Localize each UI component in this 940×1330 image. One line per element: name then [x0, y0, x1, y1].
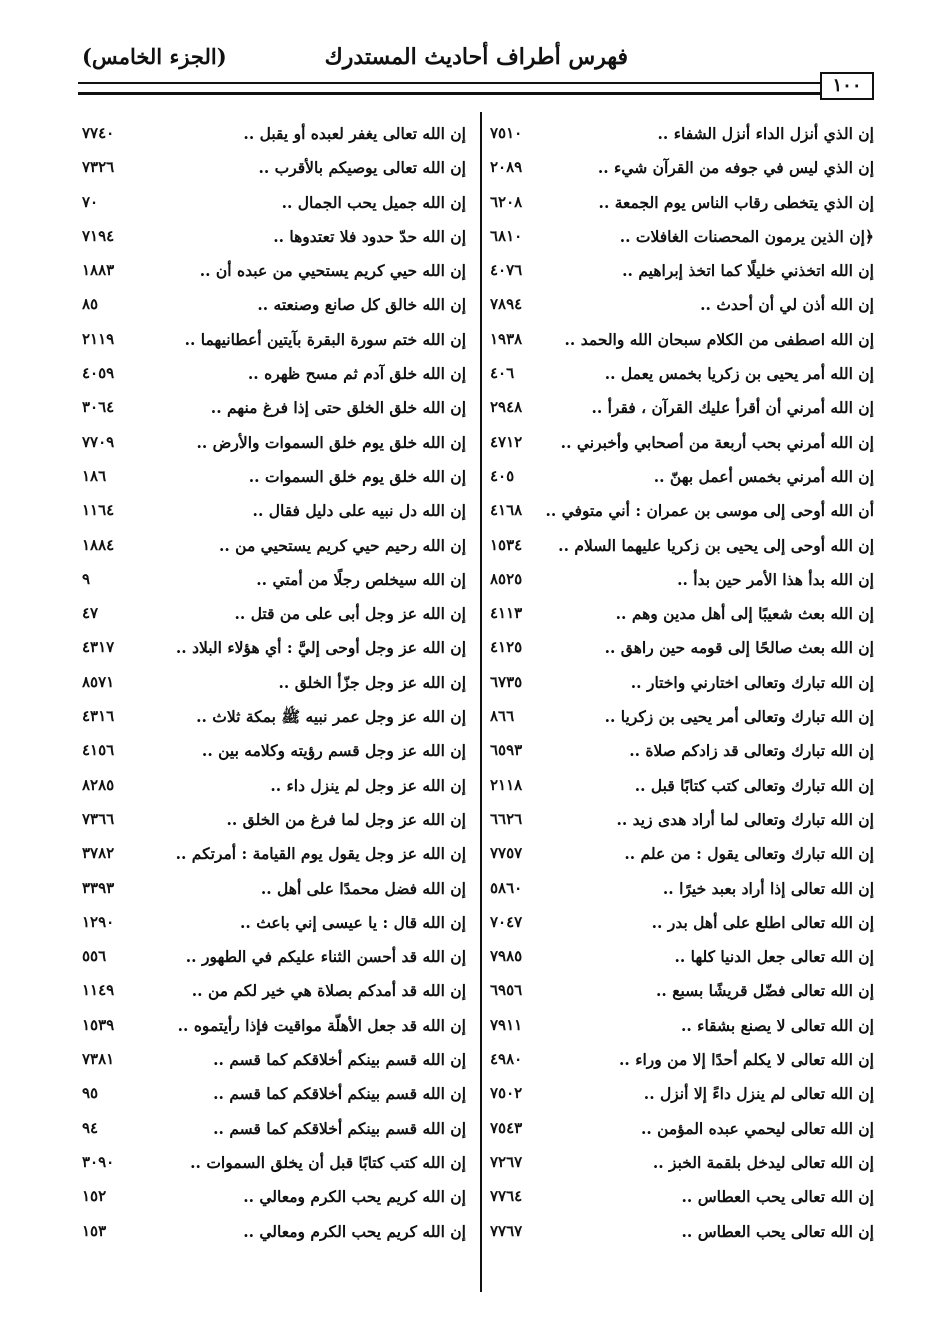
header-rule-thin [78, 82, 820, 84]
entry-number: ٨٦٦ [490, 707, 515, 726]
index-entry [484, 1010, 878, 1044]
entry-text: إن الله تبارك وتعالى لما أراد هدى زيد .. [616, 809, 874, 829]
entry-number: ١٨٨٤ [82, 535, 115, 554]
entry-text: إن الله تعالى جعل الدنيا كلها .. [674, 947, 874, 967]
index-entry [78, 873, 478, 907]
entry-text: إن الله تبارك وتعالى أمر يحيى بن زكريا .. [604, 707, 874, 727]
index-entry [484, 975, 878, 1009]
entry-text: إن الله خلق آدم ثم مسح ظهره .. [247, 364, 466, 384]
entry-number: ٩٤ [82, 1118, 99, 1137]
entry-text: إن الله دل نبيه على دليل فقال .. [252, 501, 466, 521]
entry-text: إن الله تعالى لم ينزل داءً إلا أنزل .. [643, 1084, 874, 1104]
index-entry [78, 118, 478, 152]
entry-text: إن الله عز وجل أوحى إليَّ : أي هؤلاء البلاد .. [175, 638, 466, 658]
page-title: فهرس أطراف أحاديث المستدرك [324, 44, 628, 70]
entry-text: إن الله تبارك وتعالى كتب كتابًا قبل .. [634, 775, 874, 795]
index-entry [78, 667, 478, 701]
index-entry [484, 873, 878, 907]
entry-number: ٨٢٨٥ [82, 775, 115, 794]
entry-number: ٧٨٩٤ [490, 295, 523, 314]
entry-number: ٧٧٦٧ [490, 1221, 523, 1240]
entry-text: إن الله عز وجل يقول يوم القيامة : أمرتكم .. [175, 844, 466, 864]
index-entry [78, 770, 478, 804]
entry-text: ﴿إن الذين يرمون المحصنات الغافلات .. [619, 226, 874, 246]
entry-text: إن الله بدأ هذا الأمر حين بدأ .. [677, 569, 874, 589]
entry-text: إن الله حدّ حدود فلا تعتدوها .. [273, 226, 466, 246]
entry-number: ٢١١٩ [82, 329, 115, 348]
index-entry [78, 1147, 478, 1181]
index-entry [484, 1113, 878, 1147]
index-entry [78, 735, 478, 769]
index-entry [78, 1010, 478, 1044]
index-entry [78, 564, 478, 598]
entry-number: ١٥٣ [82, 1221, 107, 1240]
index-entry [78, 152, 478, 186]
entry-text: إن الله عز وجل عمر نبيه ﷺ بمكة ثلاث .. [196, 707, 466, 727]
entry-text: إن الله كتب كتابًا قبل أن يخلق السموات .. [190, 1152, 466, 1172]
entry-text: إن الله تعالى لا يكلم أحدًا إلا من وراء .. [619, 1050, 874, 1070]
entry-text: إن الله تعالى ليدخل بلقمة الخبز .. [652, 1152, 874, 1172]
header-rule-thick [78, 92, 820, 95]
entry-number: ٤١١٣ [490, 604, 523, 623]
entry-text: إن الله خالق كل صانع وصنعته .. [257, 295, 466, 315]
entry-text: إن الله سيخلص رجلًا من أمتي .. [256, 569, 466, 589]
entry-text: إن الله تعالى ليحمي عبده المؤمن .. [640, 1118, 874, 1138]
entry-text: إن الله أمرني بحب أربعة من أصحابي وأخبرني .. [560, 432, 874, 452]
entry-number: ٦٥٩٣ [490, 741, 523, 760]
entry-text: إن الله اتخذني خليلًا كما اتخذ إبراهيم .. [622, 261, 874, 281]
entry-text: إن الله كريم يحب الكرم ومعالي .. [243, 1221, 466, 1241]
entry-number: ٧٧٠٩ [82, 432, 115, 451]
entry-text: إن الله حيي كريم يستحيي من عبده أن .. [199, 261, 466, 281]
index-entry [78, 1078, 478, 1112]
entry-text: إن الله عز وجل لما فرغ من الخلق .. [226, 809, 466, 829]
entry-number: ١٩٣٨ [490, 329, 523, 348]
entry-text: إن الله ختم سورة البقرة بآيتين أعطانيهما .. [184, 329, 466, 349]
entry-text: إن الله تعالى لا يصنع بشقاء .. [680, 1015, 874, 1035]
entry-text: إن الله قسم بينكم أخلاقكم كما قسم .. [213, 1084, 466, 1104]
entry-number: ٤٠٧٦ [490, 261, 523, 280]
entry-text: إن الله تعالى اطلع على أهل بدر .. [651, 912, 874, 932]
entry-number: ٧١٩٤ [82, 226, 115, 245]
entry-number: ٥٥٦ [82, 947, 107, 966]
index-entry [78, 838, 478, 872]
entry-number: ٤٩٨٠ [490, 1050, 523, 1069]
entry-number: ١٨٨٣ [82, 261, 115, 280]
entry-number: ٣٧٨٢ [82, 844, 115, 863]
entry-number: ١٨٦ [82, 466, 107, 485]
entry-number: ٤١٦٨ [490, 501, 523, 520]
index-entry [78, 1113, 478, 1147]
entry-number: ٧٧٦٤ [490, 1187, 523, 1206]
entry-number: ٢٠٨٩ [490, 158, 523, 177]
entry-text: إن الله قسم بينكم أخلاقكم كما قسم .. [213, 1118, 466, 1138]
entry-number: ٨٥٧١ [82, 672, 115, 691]
index-entry [484, 667, 878, 701]
running-header [70, 44, 878, 84]
entry-number: ٧٩٨٥ [490, 947, 523, 966]
index-entry [78, 530, 478, 564]
entry-number: ٤٠٦ [490, 364, 515, 383]
index-entry [484, 838, 878, 872]
index-entry [484, 118, 878, 152]
entry-text: إن الله قد أحسن الثناء عليكم في الطهور .. [185, 947, 466, 967]
entry-text: إن الله كريم يحب الكرم ومعالي .. [243, 1187, 466, 1207]
entry-text: إن الله أمرني أن أقرأ عليك القرآن ، فقرأ .. [591, 398, 874, 418]
index-entry [78, 1044, 478, 1078]
index-entry [484, 735, 878, 769]
entry-text: إن الله تعالى إذا أراد بعبد خيرًا .. [662, 878, 874, 898]
index-entry [78, 221, 478, 255]
index-entry [484, 1147, 878, 1181]
index-entry [484, 289, 878, 323]
index-entry [78, 975, 478, 1009]
entry-number: ٧٥٤٣ [490, 1118, 523, 1137]
entry-text: إن الله بعث صالحًا إلى قومه حين راهق .. [604, 638, 874, 658]
index-entry [484, 701, 878, 735]
entry-number: ٤٧١٢ [490, 432, 523, 451]
entry-number: ٧٧٥٧ [490, 844, 523, 863]
index-entry [78, 324, 478, 358]
entry-text: إن الله جميل يحب الجمال .. [281, 192, 466, 212]
index-entry [484, 804, 878, 838]
entry-number: ٩٥ [82, 1084, 99, 1103]
index-entry [78, 701, 478, 735]
page-number: ١٠٠ [820, 72, 874, 100]
entry-text: إن الله رحيم حيي كريم يستحيي من .. [218, 535, 466, 555]
entry-text: إن الله تبارك وتعالى اختارني واختار .. [630, 672, 874, 692]
entry-number: ٦٦٢٦ [490, 809, 523, 828]
index-entry [484, 1044, 878, 1078]
index-entry [484, 598, 878, 632]
index-entry [78, 598, 478, 632]
entry-text: إن الله أوحى إلى يحيى بن زكريا عليهما السلام .. [558, 535, 874, 555]
entry-text: إن الله قد أمدكم بصلاة هي خير لكم من .. [191, 981, 466, 1001]
entry-number: ١١٤٩ [82, 981, 115, 1000]
index-entry [484, 1078, 878, 1112]
entry-number: ٥٨٦٠ [490, 878, 523, 897]
entry-text: أن الله أوحى إلى موسى بن عمران : أني متوفي .. [545, 501, 874, 521]
index-entry [484, 255, 878, 289]
index-entry [78, 392, 478, 426]
entry-number: ٧٥٠٢ [490, 1084, 523, 1103]
entry-number: ١١٦٤ [82, 501, 115, 520]
index-entry [484, 564, 878, 598]
index-entry [78, 495, 478, 529]
index-entry [484, 187, 878, 221]
entry-text: إن الله عز وجل قسم رؤيته وكلامه بين .. [201, 741, 466, 761]
entry-number: ٣٣٩٣ [82, 878, 115, 897]
index-entry [484, 530, 878, 564]
entry-number: ٤٣١٦ [82, 707, 115, 726]
entry-text: إن الله تعالى يحب العطاس .. [681, 1187, 874, 1207]
entry-text: إن الله عز وجل لم ينزل داء .. [270, 775, 466, 795]
index-entry [484, 392, 878, 426]
entry-text: إن الله اصطفى من الكلام سبحان الله والحمد .. [564, 329, 874, 349]
entry-number: ٧٧٤٠ [82, 124, 115, 142]
index-entry [484, 358, 878, 392]
entry-text: إن الله خلق الخلق حتى إذا فرغ منهم .. [210, 398, 466, 418]
index-entry [78, 1216, 478, 1250]
index-entry [78, 1181, 478, 1215]
entry-text: إن الله فضل محمدًا على أهل .. [260, 878, 466, 898]
index-entry [484, 221, 878, 255]
entry-text: إن الله عز وجل أبى على من قتل .. [234, 604, 466, 624]
column-divider [480, 112, 482, 1292]
entry-number: ٤٠٥٩ [82, 364, 115, 383]
entry-text: إن الله تعالى يحب العطاس .. [681, 1221, 874, 1241]
entry-text: إن الله تعالى يغفر لعبده أو يقبل .. [243, 124, 466, 143]
entry-text: إن الله قسم بينكم أخلاقكم كما قسم .. [213, 1050, 466, 1070]
entry-number: ٤٠٥ [490, 466, 515, 485]
entry-text: إن الذي أنزل الداء أنزل الشفاء .. [657, 124, 874, 143]
entry-text: إن الله أذن لي أن أحدث .. [700, 295, 874, 315]
index-entry [78, 358, 478, 392]
index-entry [78, 255, 478, 289]
index-entry [78, 289, 478, 323]
index-entry [78, 941, 478, 975]
entry-text: إن الله عز وجل جزّأ الخلق .. [278, 672, 466, 692]
index-entry [484, 1181, 878, 1215]
entry-number: ٦٢٠٨ [490, 192, 523, 211]
index-entry [484, 495, 878, 529]
entry-number: ٤٧ [82, 604, 99, 623]
index-entry [78, 632, 478, 666]
entry-text: إن الذي يتخطى رقاب الناس يوم الجمعة .. [598, 192, 874, 212]
entry-number: ١٢٩٠ [82, 912, 115, 931]
volume-label: (الجزء الخامس) [82, 44, 227, 69]
entry-number: ٩ [82, 569, 91, 588]
right-column [484, 118, 878, 1250]
entry-text: إن الله أمرني بخمس أعمل بهنّ .. [653, 466, 874, 486]
index-entry [484, 324, 878, 358]
entry-number: ٧٥١٠ [490, 124, 523, 142]
entry-number: ٤١٥٦ [82, 741, 115, 760]
entry-number: ٧٣٢٦ [82, 158, 115, 177]
entry-text: إن الله قد جعل الأهلّة مواقيت فإذا رأيتموه .. [177, 1015, 466, 1035]
index-entry [484, 770, 878, 804]
entry-text: إن الله بعث شعيبًا إلى أهل مدين وهم .. [615, 604, 874, 624]
entry-number: ٧٢٦٧ [490, 1152, 523, 1171]
entry-number: ٦٩٥٦ [490, 981, 523, 1000]
entry-number: ١٥٢ [82, 1187, 107, 1206]
entry-text: إن الله تبارك وتعالى يقول : من علم .. [624, 844, 874, 864]
entry-text: إن الله قال : يا عيسى إني باعث .. [240, 912, 466, 932]
entry-text: إن الله أمر يحيى بن زكريا بخمس يعمل .. [604, 364, 874, 384]
entry-number: ٧٠٤٧ [490, 912, 523, 931]
entry-number: ٦٨١٠ [490, 226, 523, 245]
entry-number: ٧٣٨١ [82, 1050, 115, 1069]
entry-number: ٢٩٤٨ [490, 398, 523, 417]
index-entry [484, 152, 878, 186]
index-entry [484, 461, 878, 495]
index-entry [78, 187, 478, 221]
index-entry [484, 427, 878, 461]
index-entry [484, 907, 878, 941]
entry-number: ٦٧٣٥ [490, 672, 523, 691]
entry-number: ٧٣٦٦ [82, 809, 115, 828]
entry-number: ٨٥٢٥ [490, 569, 523, 588]
entry-text: إن الله خلق يوم خلق السموات والأرض .. [196, 432, 466, 452]
index-entry [484, 1216, 878, 1250]
entry-number: ٧٠ [82, 192, 99, 211]
index-entry [484, 632, 878, 666]
entry-number: ١٥٣٩ [82, 1015, 115, 1034]
index-entry [78, 461, 478, 495]
entry-number: ٤١٢٥ [490, 638, 523, 657]
entry-number: ٤٣١٧ [82, 638, 115, 657]
entry-text: إن الذي ليس في جوفه من القرآن شيء .. [597, 158, 874, 178]
left-column [78, 118, 478, 1250]
entry-number: ٣٠٦٤ [82, 398, 115, 417]
index-entry [78, 804, 478, 838]
entry-number: ٨٥ [82, 295, 99, 314]
entry-text: إن الله تعالى يوصيكم بالأقرب .. [258, 158, 466, 178]
entry-number: ٢١١٨ [490, 775, 523, 794]
entry-text: إن الله تبارك وتعالى قد زادكم صلاة .. [629, 741, 874, 761]
index-entry [78, 907, 478, 941]
index-entry [484, 941, 878, 975]
entry-number: ١٥٣٤ [490, 535, 523, 554]
index-entry [78, 427, 478, 461]
entry-text: إن الله خلق يوم خلق السموات .. [248, 466, 466, 486]
entry-number: ٧٩١١ [490, 1015, 523, 1034]
entry-text: إن الله تعالى فضّل قريشًا بسبع .. [656, 981, 874, 1001]
entry-number: ٣٠٩٠ [82, 1152, 115, 1171]
